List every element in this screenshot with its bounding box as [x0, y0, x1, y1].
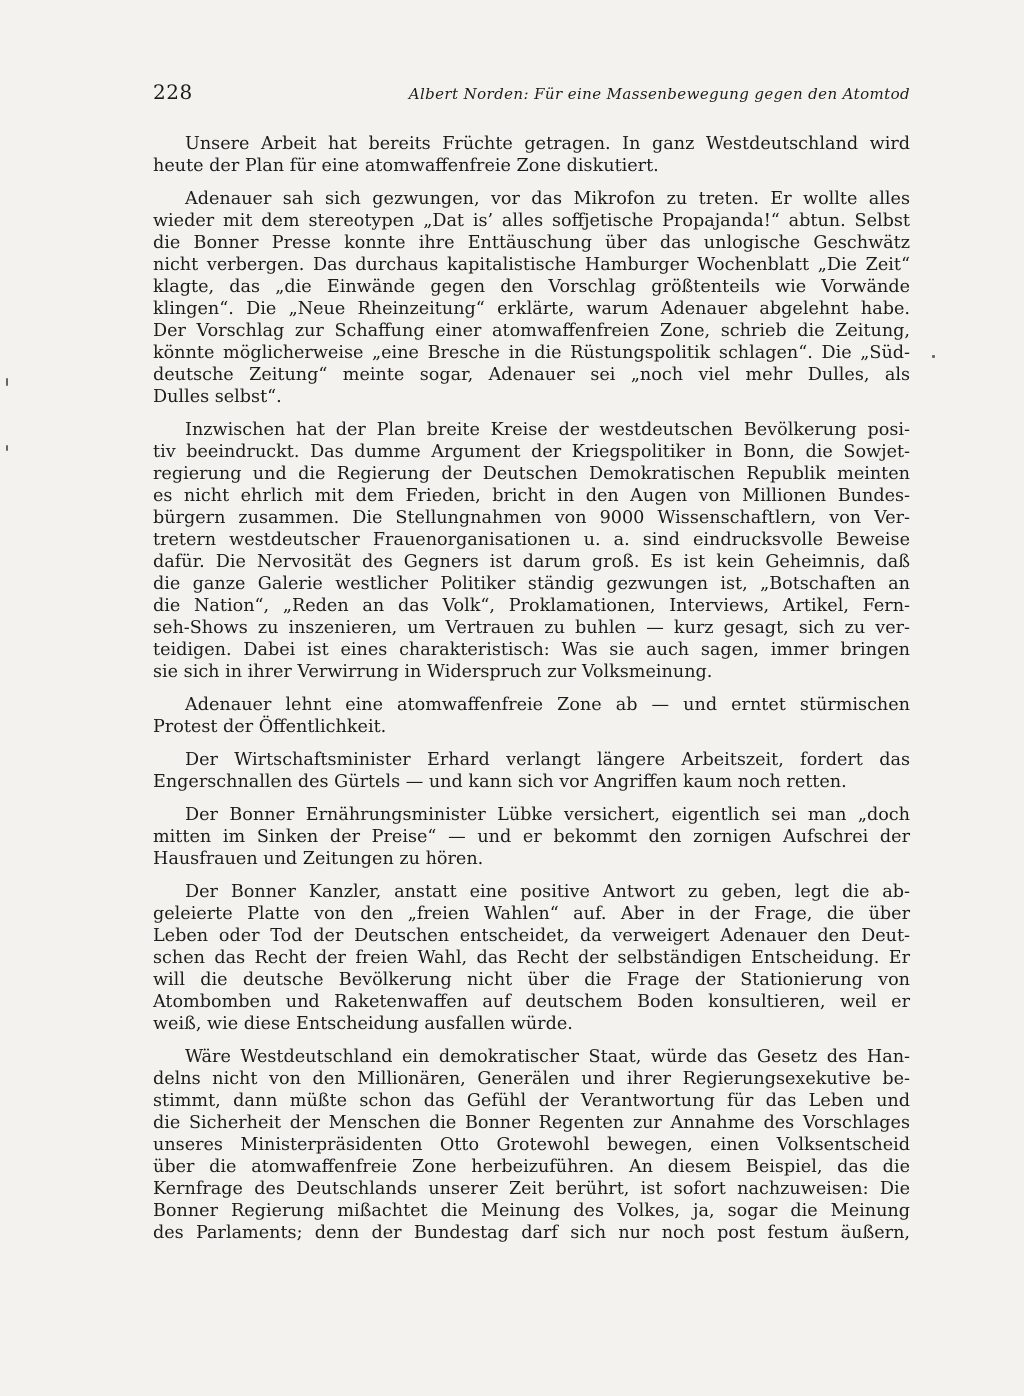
- text-line: über die atomwaffenfreie Zone herbeizuführen. An diesem Beispiel, das die: [153, 1157, 910, 1177]
- text-line: Der Vorschlag zur Schaffung einer atomwaffenfreien Zone, schrieb die Zeitung,: [153, 321, 910, 341]
- text-line: klagte, das „die Einwände gegen den Vorschlag größtenteils wie Vorwände: [153, 277, 910, 297]
- text-line: dafür. Die Nervosität des Gegners ist darum groß. Es ist kein Geheimnis, daß: [153, 552, 910, 572]
- paragraph: [153, 188, 910, 408]
- paragraph: [153, 749, 910, 793]
- text-line: Atombomben und Raketenwaffen auf deutschem Boden konsultieren, weil er: [153, 992, 910, 1012]
- text-line: wieder mit dem stereotypen „Dat is’ alles soffjetische Propajanda!“ abtun. Selbst: [153, 211, 910, 231]
- paragraph: [153, 419, 910, 683]
- text-line: geleierte Platte von den „freien Wahlen“ auf. Aber in der Frage, die über: [153, 904, 910, 924]
- text-line: delns nicht von den Millionären, Generälen und ihrer Regierungsexekutive be-: [153, 1069, 910, 1089]
- paragraph: [153, 694, 910, 738]
- body-text: [153, 133, 910, 1255]
- text-line: Wäre Westdeutschland ein demokratischer Staat, würde das Gesetz des Han-: [185, 1047, 910, 1067]
- text-line: tretern westdeutscher Frauenorganisationen u. a. sind eindrucksvolle Beweise: [153, 530, 910, 550]
- text-line: die Bonner Presse konnte ihre Enttäuschung über das unlogische Geschwätz: [153, 233, 910, 253]
- text-line: will die deutsche Bevölkerung nicht über die Frage der Stationierung von: [153, 970, 910, 990]
- text-line: heute der Plan für eine atomwaffenfreie Zone diskutiert.: [153, 156, 659, 176]
- margin-speck: [6, 445, 8, 451]
- paragraph: [153, 133, 910, 177]
- text-line: teidigen. Dabei ist eines charakteristisch: Was sie auch sagen, immer bringen: [153, 640, 910, 660]
- text-line: Protest der Öffentlichkeit.: [153, 717, 387, 737]
- text-line: die Sicherheit der Menschen die Bonner Regenten zur Annahme des Vorschlages: [153, 1113, 910, 1133]
- text-line: deutsche Zeitung“ meinte sogar, Adenauer sei „noch viel mehr Dulles, als: [153, 365, 910, 385]
- text-line: sie sich in ihrer Verwirrung in Widerspruch zur Volksmeinung.: [153, 662, 713, 682]
- text-line: klingen“. Die „Neue Rheinzeitung“ erklärte, warum Adenauer abgelehnt habe.: [153, 299, 910, 319]
- paragraph: [153, 1046, 910, 1244]
- text-line: Kernfrage des Deutschlands unserer Zeit berührt, ist sofort nachzuweisen: Die: [153, 1179, 910, 1199]
- margin-speck: [932, 355, 935, 358]
- text-line: könnte möglicherweise „eine Bresche in die Rüstungspolitik schlagen“. Die „Süd-: [153, 343, 910, 363]
- text-line: die Nation“, „Reden an das Volk“, Proklamationen, Interviews, Artikel, Fern-: [153, 596, 910, 616]
- text-line: mitten im Sinken der Preise“ — und er bekommt den zornigen Aufschrei der: [153, 827, 910, 847]
- text-line: Der Bonner Ernährungsminister Lübke versichert, eigentlich sei man „doch: [185, 805, 910, 825]
- text-line: tiv beeindruckt. Das dumme Argument der Kriegspolitiker in Bonn, die Sowjet-: [153, 442, 910, 462]
- text-line: unseres Ministerpräsidenten Otto Grotewohl bewegen, einen Volksentscheid: [153, 1135, 910, 1155]
- text-line: weiß, wie diese Entscheidung ausfallen würde.: [153, 1014, 573, 1034]
- text-line: Bonner Regierung mißachtet die Meinung des Volkes, ja, sogar die Meinung: [153, 1201, 910, 1221]
- text-line: Unsere Arbeit hat bereits Früchte getragen. In ganz Westdeutschland wird: [185, 134, 910, 154]
- text-line: schen das Recht der freien Wahl, das Recht der selbständigen Entscheidung. Er: [153, 948, 910, 968]
- page-number: 228: [153, 80, 193, 104]
- text-line: seh-Shows zu inszenieren, um Vertrauen zu buhlen — kurz gesagt, sich zu ver-: [153, 618, 910, 638]
- text-line: Dulles selbst“.: [153, 387, 282, 407]
- text-line: nicht verbergen. Das durchaus kapitalistische Hamburger Wochenblatt „Die Zeit“: [153, 255, 910, 275]
- paragraph: [153, 804, 910, 870]
- running-head-title: Albert Norden: Für eine Massenbewegung gegen den Atomtod: [408, 85, 910, 103]
- text-line: regierung und die Regierung der Deutschen Demokratischen Republik meinten: [153, 464, 910, 484]
- text-line: bürgern zusammen. Die Stellungnahmen von 9000 Wissenschaftlern, von Ver-: [153, 508, 910, 528]
- text-line: die ganze Galerie westlicher Politiker ständig gezwungen ist, „Botschaften an: [153, 574, 910, 594]
- text-line: Leben oder Tod der Deutschen entscheidet, da verweigert Adenauer den Deut-: [153, 926, 910, 946]
- text-line: Hausfrauen und Zeitungen zu hören.: [153, 849, 484, 869]
- text-line: es nicht ehrlich mit dem Frieden, bricht in den Augen von Millionen Bundes-: [153, 486, 910, 506]
- margin-speck: [6, 378, 8, 386]
- text-line: Inzwischen hat der Plan breite Kreise der westdeutschen Bevölkerung posi-: [185, 420, 910, 440]
- text-line: Engerschnallen des Gürtels — und kann sich vor Angriffen kaum noch retten.: [153, 772, 847, 792]
- text-line: Der Bonner Kanzler, anstatt eine positive Antwort zu geben, legt die ab-: [185, 882, 910, 902]
- text-line: des Parlaments; denn der Bundestag darf sich nur noch post festum äußern,: [153, 1223, 910, 1243]
- paragraph: [153, 881, 910, 1035]
- text-line: Adenauer sah sich gezwungen, vor das Mikrofon zu treten. Er wollte alles: [185, 189, 910, 209]
- running-head: [153, 80, 910, 108]
- text-line: stimmt, dann müßte schon das Gefühl der Verantwortung für das Leben und: [153, 1091, 910, 1111]
- text-line: Adenauer lehnt eine atomwaffenfreie Zone ab — und erntet stürmischen: [185, 695, 910, 715]
- text-line: Der Wirtschaftsminister Erhard verlangt längere Arbeitszeit, fordert das: [185, 750, 910, 770]
